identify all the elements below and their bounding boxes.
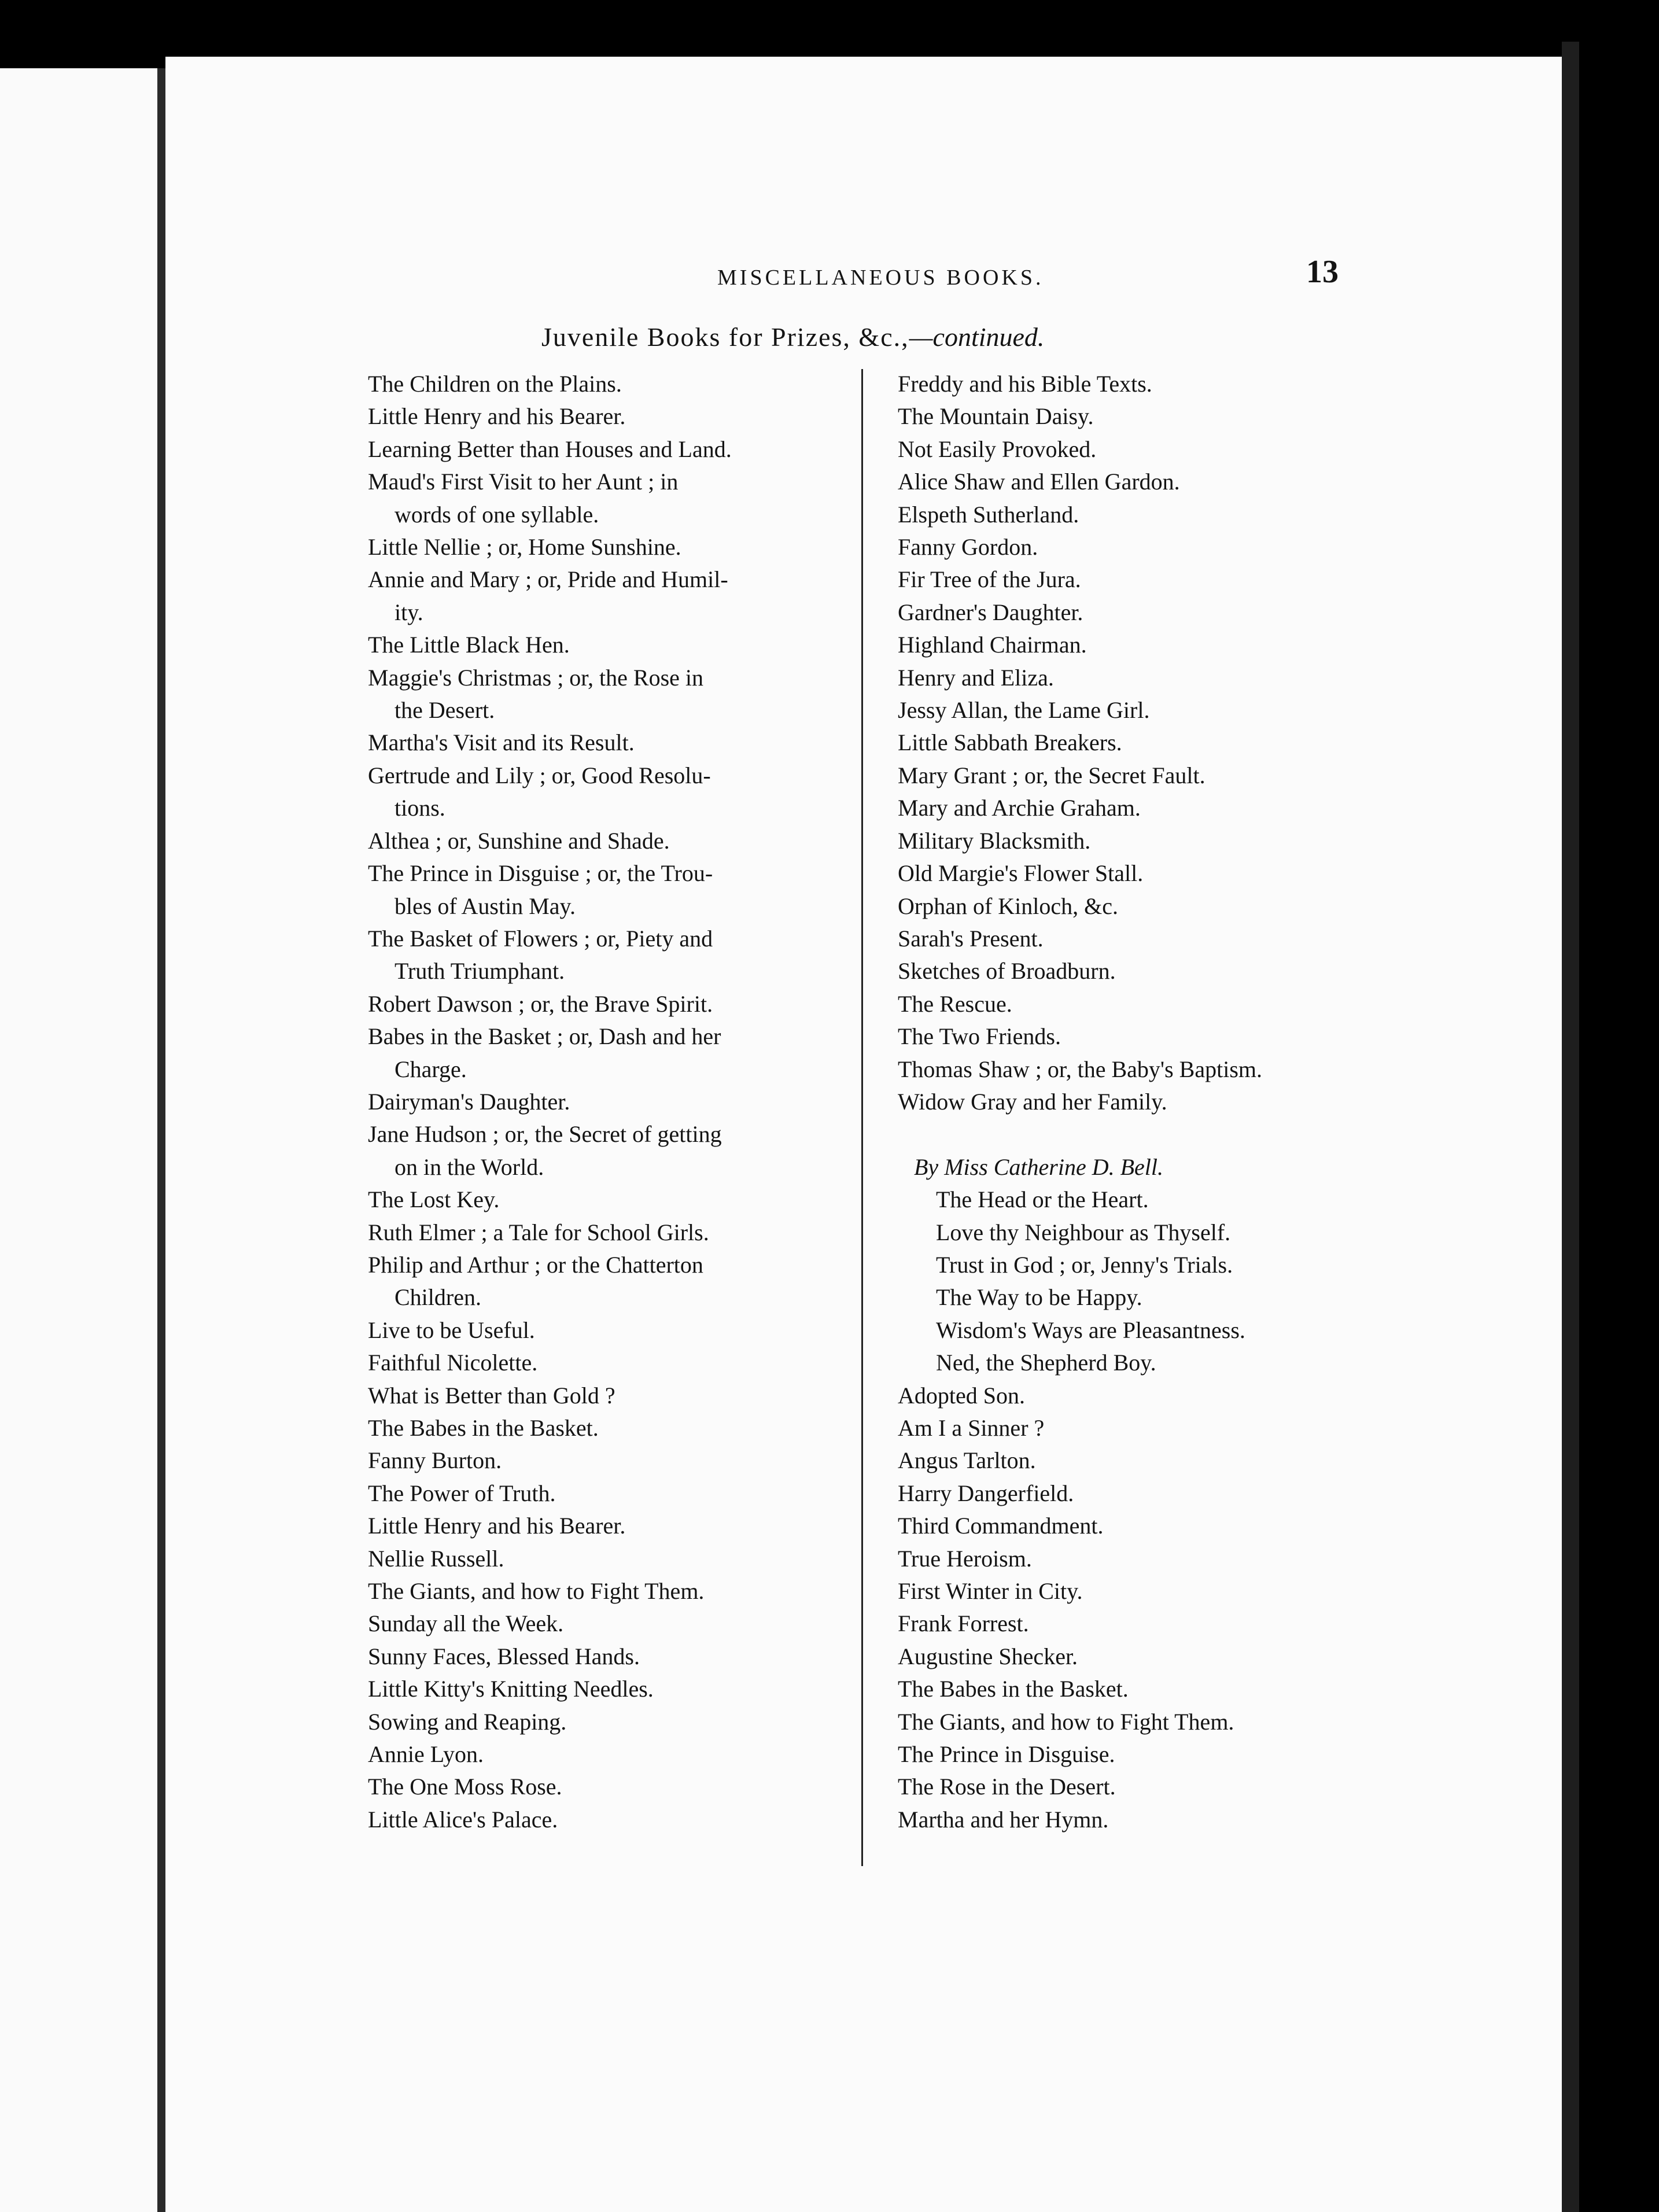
page-edge-shadow [1562, 42, 1579, 2212]
section-title-text: Juvenile Books for Prizes, &c., [541, 322, 909, 352]
book-title: Annie Lyon. [368, 1741, 484, 1768]
book-title [368, 662, 831, 727]
book-title-line-2: Charge. [395, 1056, 467, 1082]
book-title: Adopted Son. [898, 1382, 1025, 1409]
author-heading: By Miss Catherine D. Bell. [914, 1153, 1164, 1180]
book-title: Sunny Faces, Blessed Hands. [368, 1643, 640, 1669]
book-title-line-2: tions. [395, 795, 445, 821]
book-title: Gardner's Daughter. [898, 599, 1083, 625]
book-title: Mary Grant ; or, the Secret Fault. [898, 762, 1205, 788]
book-title: Highland Chairman. [898, 632, 1087, 658]
book-title: Learning Better than Houses and Land. [368, 436, 732, 462]
book-title [368, 563, 831, 629]
book-title: Faithful Nicolette. [368, 1350, 538, 1376]
book-title: Nellie Russell. [368, 1545, 504, 1572]
book-title: Widow Gray and her Family. [898, 1088, 1167, 1115]
book-title [368, 1118, 831, 1184]
book-title: Sketches of Broadburn. [898, 958, 1116, 985]
book-title [368, 760, 831, 825]
book-title: Dairyman's Daughter. [368, 1088, 570, 1115]
book-title: Little Alice's Palace. [368, 1806, 558, 1833]
book-spine [157, 68, 165, 2212]
book-title: Martha and her Hymn. [898, 1806, 1109, 1833]
book-title-line-1: Gertrude and Lily ; or, Good Resolu- [368, 762, 711, 788]
book-title [368, 1249, 831, 1314]
book-title: Little Henry and his Bearer. [368, 403, 626, 430]
left-column-book-list [368, 368, 831, 1836]
book-title: Angus Tarlton. [898, 1447, 1036, 1474]
book-title: Alice Shaw and Ellen Gardon. [898, 469, 1180, 495]
book-title: The Lost Key. [368, 1186, 500, 1213]
book-title [368, 857, 831, 923]
book-title: Fir Tree of the Jura. [898, 566, 1081, 593]
book-title: Wisdom's Ways are Pleasantness. [936, 1317, 1245, 1343]
book-title: Fanny Burton. [368, 1447, 502, 1474]
book-title: Frank Forrest. [898, 1610, 1029, 1637]
book-title [368, 466, 831, 531]
book-title: Jessy Allan, the Lame Girl. [898, 697, 1150, 724]
book-title: Henry and Eliza. [898, 664, 1054, 691]
running-head: MISCELLANEOUS BOOKS. [717, 266, 1044, 290]
book-title-line-2: bles of Austin May. [395, 893, 576, 919]
book-title: Little Henry and his Bearer. [368, 1513, 626, 1539]
book-title: The Prince in Disguise. [898, 1741, 1115, 1768]
book-title: Military Blacksmith. [898, 827, 1091, 854]
book-title: First Winter in City. [898, 1578, 1083, 1605]
facing-page-edge [0, 68, 157, 2212]
book-title-line-2: Children. [395, 1284, 481, 1311]
book-title: Freddy and his Bible Texts. [898, 371, 1152, 397]
book-title: The Two Friends. [898, 1023, 1061, 1050]
book-title: The Rose in the Desert. [898, 1774, 1116, 1800]
book-title: Little Sabbath Breakers. [898, 729, 1122, 756]
book-title: Old Margie's Flower Stall. [898, 860, 1144, 887]
book-title-line-1: Babes in the Basket ; or, Dash and her [368, 1023, 721, 1050]
book-title: Augustine Shecker. [898, 1643, 1078, 1669]
book-title: The Giants, and how to Fight Them. [898, 1708, 1234, 1735]
book-title-line-1: Maud's First Visit to her Aunt ; in [368, 469, 679, 495]
book-title: The Head or the Heart. [936, 1186, 1149, 1213]
book-title: Little Nellie ; or, Home Sunshine. [368, 534, 681, 561]
book-title: Martha's Visit and its Result. [368, 729, 635, 756]
book-title: Trust in God ; or, Jenny's Trials. [936, 1251, 1233, 1278]
book-title-line-1: The Basket of Flowers ; or, Piety and [368, 925, 713, 952]
book-title-line-2: on in the World. [395, 1153, 544, 1180]
book-title: Sunday all the Week. [368, 1610, 564, 1637]
book-title: Mary and Archie Graham. [898, 795, 1141, 821]
book-title: Fanny Gordon. [898, 534, 1038, 561]
book-title: Ned, the Shepherd Boy. [936, 1350, 1156, 1376]
page-number: 13 [1306, 254, 1339, 290]
book-title: Orphan of Kinloch, &c. [898, 893, 1119, 919]
book-title [368, 923, 831, 988]
book-title: Elspeth Sutherland. [898, 501, 1079, 528]
book-title: Little Kitty's Knitting Needles. [368, 1676, 654, 1702]
book-title: Love thy Neighbour as Thyself. [936, 1219, 1231, 1245]
list-spacer [898, 1118, 1378, 1151]
book-title: The Babes in the Basket. [368, 1415, 599, 1441]
book-title: True Heroism. [898, 1545, 1032, 1572]
right-column-book-list [898, 368, 1378, 1836]
book-title: Ruth Elmer ; a Tale for School Girls. [368, 1219, 709, 1245]
book-title: What is Better than Gold ? [368, 1382, 615, 1409]
book-title: The Children on the Plains. [368, 371, 622, 397]
book-title-line-1: Jane Hudson ; or, the Secret of getting [368, 1121, 722, 1148]
book-title: Robert Dawson ; or, the Brave Spirit. [368, 990, 713, 1017]
section-title [541, 322, 1044, 352]
book-title-line-2: ity. [395, 599, 423, 625]
book-title: Harry Dangerfield. [898, 1480, 1074, 1506]
book-title-line-2: words of one syllable. [395, 501, 599, 528]
column-divider-rule [861, 369, 863, 1866]
book-title: Sarah's Present. [898, 925, 1044, 952]
book-title: Am I a Sinner ? [898, 1414, 1045, 1441]
book-title: Sowing and Reaping. [368, 1708, 567, 1735]
book-title: The Little Black Hen. [368, 632, 570, 658]
book-title: The Way to be Happy. [936, 1284, 1142, 1311]
book-title: The Mountain Daisy. [898, 403, 1094, 430]
book-title-line-1: Annie and Mary ; or, Pride and Humil- [368, 566, 728, 593]
book-title: The One Moss Rose. [368, 1774, 562, 1800]
book-title: The Rescue. [898, 990, 1012, 1017]
book-title: The Giants, and how to Fight Them. [368, 1578, 705, 1605]
book-title-line-2: Truth Triumphant. [395, 958, 565, 985]
book-title-line-1: The Prince in Disguise ; or, the Trou- [368, 860, 713, 887]
book-title [368, 1020, 831, 1086]
book-title: The Power of Truth. [368, 1480, 556, 1506]
book-title: The Babes in the Basket. [898, 1676, 1129, 1702]
book-title-line-1: Maggie's Christmas ; or, the Rose in [368, 664, 703, 691]
book-title-line-1: Philip and Arthur ; or the Chatterton [368, 1251, 703, 1278]
book-title: Thomas Shaw ; or, the Baby's Baptism. [898, 1056, 1262, 1082]
book-title-line-2: the Desert. [395, 697, 495, 724]
book-title: Not Easily Provoked. [898, 436, 1097, 462]
book-title: Althea ; or, Sunshine and Shade. [368, 827, 670, 854]
book-title: Third Commandment. [898, 1513, 1104, 1539]
book-title: Live to be Useful. [368, 1317, 535, 1343]
section-title-continued: —continued. [909, 322, 1045, 352]
